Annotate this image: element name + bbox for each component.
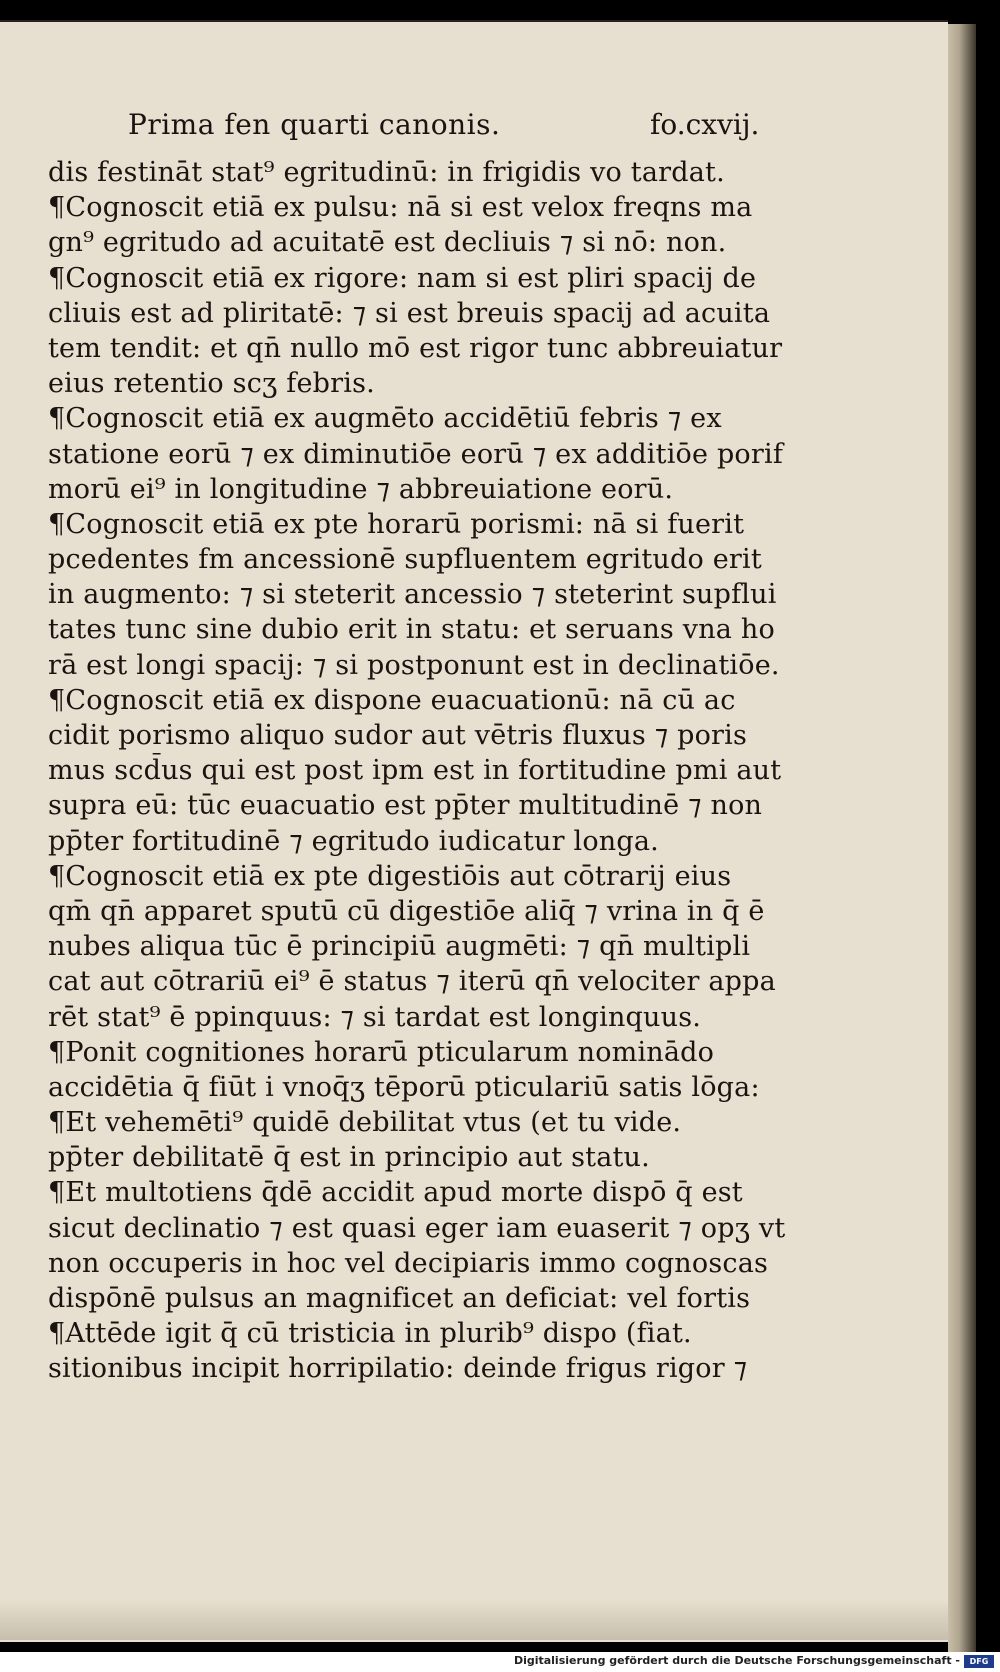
text-line: nubes aliqua tūc ē principiū augmēti: ⁊ qn̄ multipli: [48, 931, 751, 963]
text-line: supra eū: tūc euacuatio est pp̄ter multitudinē ⁊ non: [48, 790, 763, 822]
text-line: sicut declinatio ⁊ est quasi eger iam euaserit ⁊ opʒ vt: [48, 1212, 786, 1244]
text-line: cat aut cōtrariū ei⁹ ē status ⁊ iterū qn̄ velociter appa: [48, 966, 776, 998]
text-line: pp̄ter fortitudinē ⁊ egritudo iudicatur longa.: [48, 825, 659, 857]
text-line: tates tunc sine dubio erit in statu: et seruans vna ho: [48, 614, 775, 646]
text-line: dis festināt stat⁹ egritudinū: in frigidis vo tardat.: [48, 157, 725, 188]
text-line: dispōnē pulsus an magnificet an deficiat: vel fortis: [48, 1283, 751, 1314]
text-block: [48, 155, 828, 1387]
text-line: gn⁹ egritudo ad acuitatē est decliuis ⁊ si nō: non.: [48, 227, 727, 259]
text-line: rā est longi spacij: ⁊ si postponunt est in declinatiōe.: [48, 649, 780, 681]
text-line: ¶Et vehemēti⁹ quidē debilitat vtus (et tu vide.: [48, 1107, 682, 1139]
text-line: qm̄ qn̄ apparet sputū cū digestiōe aliq̄ ⁊ vrina in q̄ ē: [48, 895, 765, 927]
text-line: sitionibus incipit horripilatio: deinde frigus rigor ⁊: [48, 1353, 748, 1385]
text-line: cliuis est ad pliritatē: ⁊ si est breuis spacij ad acuita: [48, 297, 771, 329]
text-line: ¶Cognoscit etiā ex pte digestiōis aut cōtrarij eius: [48, 860, 732, 892]
page-edge: [948, 24, 976, 1652]
text-line: ¶Cognoscit etiā ex augmēto accidētiū febris ⁊ ex: [48, 403, 722, 435]
text-line: ¶Cognoscit etiā ex pulsu: nā si est velox freqns ma: [48, 192, 753, 224]
text-line: ¶Ponit cognitiones horarū pticularum nominādo: [48, 1036, 715, 1068]
page-header: [0, 108, 948, 148]
text-line: ¶Cognoscit etiā ex pte horarū porismi: nā si fuerit: [48, 508, 745, 540]
text-line: pcedentes fm ancessionē supfluentem egritudo erit: [48, 544, 762, 576]
text-line: non occuperis in hoc vel decipiaris immo cognoscas: [48, 1247, 769, 1279]
text-line: ¶Cognoscit etiā ex rigore: nam si est pliri spacij de: [48, 262, 757, 294]
text-line: rēt stat⁹ ē ppinquus: ⁊ si tardat est longinquus.: [48, 1001, 702, 1033]
running-title: Prima fen quarti canonis.: [128, 108, 501, 141]
text-line: ¶Attēde igit q̄ cū tristicia in plurib⁹ dispo (fiat.: [48, 1318, 692, 1350]
footer-bar: [0, 1652, 1000, 1672]
text-line: statione eorū ⁊ ex diminutiōe eorū ⁊ ex additiōe porif: [48, 438, 784, 470]
text-line: ¶Cognoscit etiā ex dispone euacuationū: nā cū ac: [48, 684, 736, 716]
text-line: mus scd̄us qui est post ipm est in fortitudine pmi aut: [48, 755, 782, 787]
dfg-logo: DFG: [964, 1655, 994, 1668]
footer-credit: Digitalisierung gefördert durch die Deutsche Forschungsgemeinschaft -: [513, 1654, 960, 1667]
text-line: cidit porismo aliquo sudor aut vētris fluxus ⁊ poris: [48, 720, 748, 751]
text-line: ¶Et multotiens q̄dē accidit apud morte dispō q̄ est: [48, 1177, 743, 1209]
text-line: eius retentio scʒ febris.: [48, 368, 375, 400]
folio-number: fo.cxvij.: [650, 108, 760, 141]
page-shadow: [0, 1600, 948, 1640]
text-line: accidētia q̄ fiūt i vnoq̄ʒ tēporū pticulariū satis lōga:: [48, 1071, 760, 1103]
text-line: morū ei⁹ in longitudine ⁊ abbreuiatione eorū.: [48, 473, 674, 505]
text-line: in augmento: ⁊ si steterit ancessio ⁊ steterint supflui: [48, 579, 777, 611]
text-line: tem tendit: et qn̄ nullo mō est rigor tunc abbreuiatur: [48, 332, 783, 364]
text-line: pp̄ter debilitatē q̄ est in principio aut statu.: [48, 1142, 650, 1174]
